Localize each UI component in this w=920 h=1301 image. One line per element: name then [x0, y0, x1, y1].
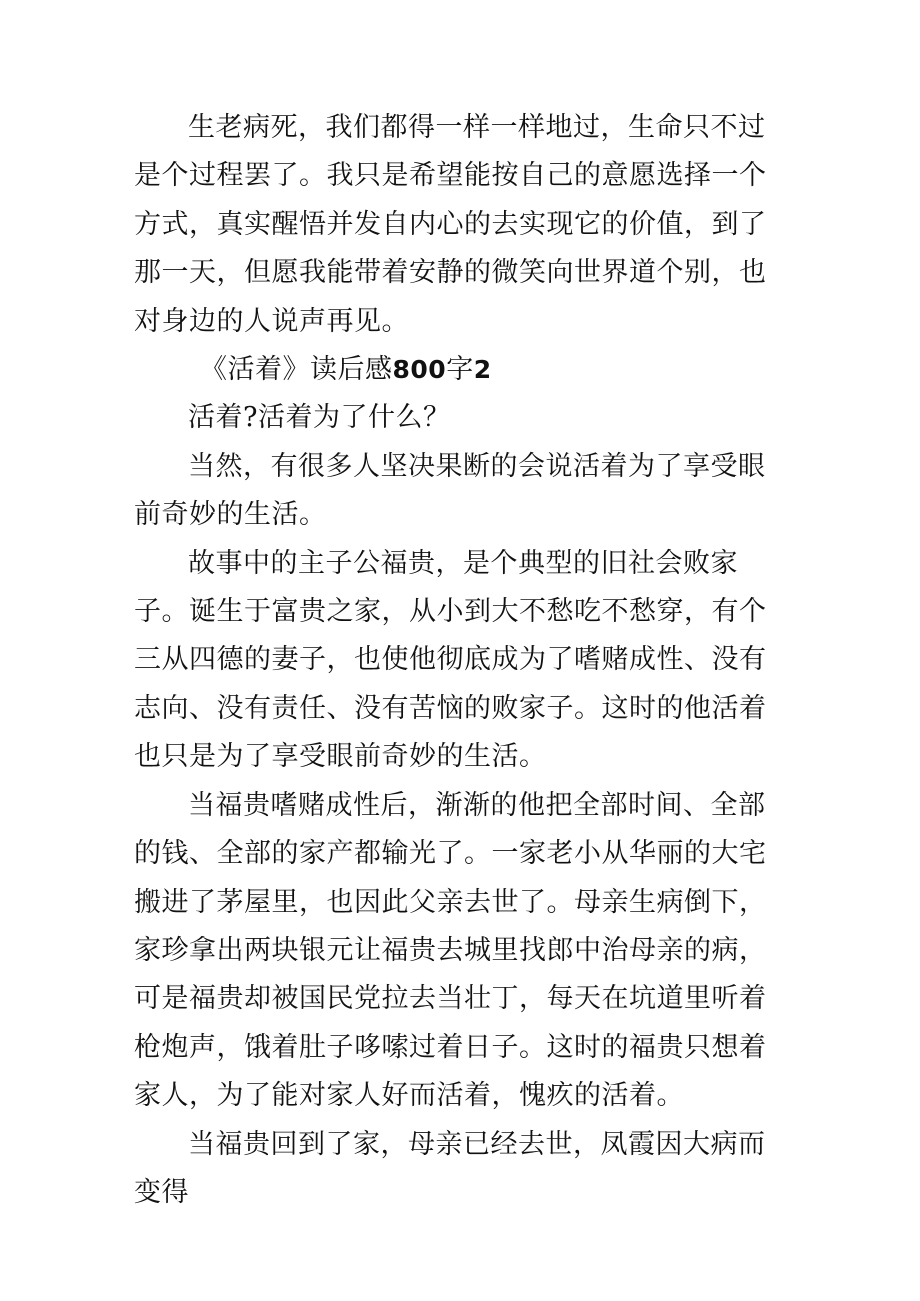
- paragraph-body-2: 故事中的主子公福贵，是个典型的旧社会败家子。诞生于富贵之家，从小到大不愁吃不愁穿，有个三从四德的妻子，也使他彻底成为了嗜赌成性、没有志向、没有责任、没有苦恼的败家子。这时的他活着也只是为了享受眼前奇妙的生活。: [134, 547, 767, 773]
- section-heading: [134, 346, 790, 394]
- heading-index: 2: [473, 355, 492, 385]
- paragraph-body-3: 当福贵嗜赌成性后，渐渐的他把全部时间、全部的钱、全部的家产都输光了。一家老小从华丽的大宅搬进了茅屋里，也因此父亲去世了。母亲生病倒下，家珍拿出两块银元让福贵去城里找郎中治母亲的病，可是福贵却被国民党拉去当壮丁，每天在坑道里听着枪炮声，饿着肚子哆嗦过着日子。这时的福贵只想着家人，为了能对家人好而活着，愧疚的活着。: [134, 789, 767, 1112]
- paragraph-question: 活着?活着为了什么？: [188, 402, 451, 434]
- heading-prefix: 《活着》读后感: [200, 354, 393, 386]
- paragraph-body-4: 当福贵回到了家，母亲已经去世，凤霞因大病而变得: [134, 1128, 766, 1208]
- paragraph-body-1: 当然，有很多人坚决果断的会说活着为了享受眼前奇妙的生活。: [134, 450, 766, 531]
- paragraph-intro: 生老病死，我们都得一样一样地过，生命只不过是个过程罢了。我只是希望能按自己的意愿选择一个方式，真实醒悟并发自内心的去实现它的价值，到了那一天，但愿我能带着安静的微笑向世界道个别，也对身边的人说声再见。: [134, 112, 767, 337]
- heading-suffix: 字: [446, 354, 474, 386]
- heading-number: 800: [392, 355, 447, 385]
- document-body: [134, 104, 790, 1217]
